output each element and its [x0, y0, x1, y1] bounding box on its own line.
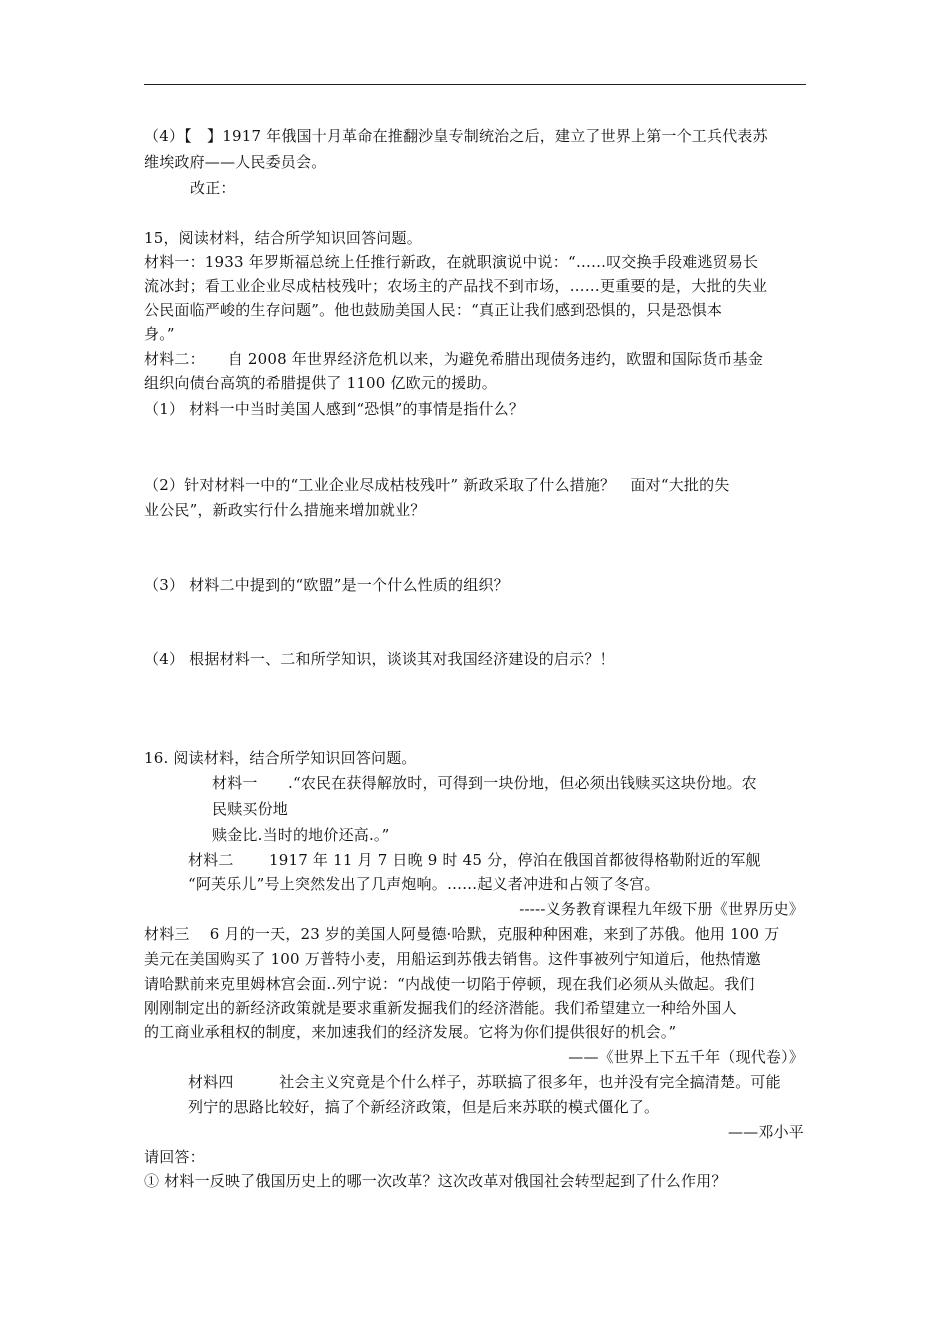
q16-question1: ① 材料一反映了俄国历史上的哪一次改革？这次改革对俄国社会转型起到了什么作用？ [144, 1172, 727, 1190]
q15-question4: （4） 根据材料一、二和所学知识，谈谈其对我国经济建设的启示？！ [144, 650, 615, 668]
q16-material1-line: 民赎买份地 [212, 800, 289, 818]
q16-material3-line: 刚刚制定出的新经济政策就是要求重新发掘我们的经济潜能。我们希望建立一种给外国人 [144, 999, 737, 1017]
q14-4-correction: 改正： [190, 179, 236, 197]
q15-material1-line: 公民面临严峻的生存问题”。他也鼓励美国人民：“真正让我们感到恐惧的，只是恐惧本 [144, 301, 723, 319]
q16-material2-line: 材料二 1917 年 11 月 7 日晚 9 时 45 分，停泊在俄国首都彼得格勒附近的军舰 [188, 851, 761, 869]
q15-question1: （1） 材料一中当时美国人感到“恐惧”的事情是指什么？ [144, 400, 525, 418]
q15-material1-line: 身。” [144, 325, 175, 343]
q16-title: 16. 阅读材料，结合所学知识回答问题。 [144, 749, 417, 767]
q15-question2-line: 业公民”，新政实行什么措施来增加就业？ [144, 501, 426, 519]
q16-prompt: 请回答： [144, 1148, 205, 1166]
q16-material3-line: 的工商业承租权的制度，来加速我们的经济发展。它将为你们提供很好的机会。” [144, 1023, 677, 1041]
q15-material2-line: 组织向债台高筑的希腊提供了 1100 亿欧元的援助。 [144, 374, 497, 392]
q16-material4-line: 列宁的思路比较好，搞了个新经济政策，但是后来苏联的模式僵化了。 [188, 1098, 660, 1116]
q15-material2-line: 材料二： 自 2008 年世界经济危机以来，为避免希腊出现债务违约，欧盟和国际货币基金 [144, 350, 764, 368]
q14-4-line2: 维埃政府——人民委员会。 [144, 153, 327, 171]
q15-material1-line: 材料一：1933 年罗斯福总统上任推行新政，在就职演说中说：“……叹交换手段难逃贸易长 [144, 253, 759, 271]
q16-material4-source: ——邓小平 [727, 1123, 804, 1141]
q15-material1-line: 流冰封；看工业企业尽成枯枝残叶；农场主的产品找不到市场，……更重要的是，大批的失业 [144, 277, 768, 295]
q16-material4-line: 材料四 社会主义究竟是个什么样子，苏联搞了很多年，也并没有完全搞清楚。可能 [188, 1073, 781, 1091]
q14-4-line1: （4）【 】1917 年俄国十月革命在推翻沙皇专制统治之后，建立了世界上第一个工兵代表苏 [144, 127, 768, 145]
q16-material3-line: 美元在美国购买了 100 万普特小麦，用船运到苏俄去销售。这件事被列宁知道后，他热情邀 [144, 950, 761, 968]
q15-question2-line: （2）针对材料一中的“工业企业尽成枯枝残叶” 新政采取了什么措施？ 面对“大批的失 [144, 476, 730, 494]
q16-material1-line: 材料一 .“农民在获得解放时，可得到一块份地，但必须出钱赎买这块份地。农 [212, 774, 757, 792]
q15-question3: （3） 材料二中提到的“欧盟”是一个什么性质的组织？ [144, 576, 509, 594]
q15-title: 15，阅读材料，结合所学知识回答问题。 [144, 229, 422, 247]
q16-material3-line: 请哈默前来克里姆林宫会面..列宁说：“内战使一切陷于停顿，现在我们必须从头做起。我们 [144, 975, 755, 993]
q16-material2-source: -----义务教育课程九年级下册《世界历史》 [519, 900, 804, 918]
q16-material1-line: 赎金比.当时的地价还高.。” [212, 826, 390, 844]
q16-material2-line: “阿芙乐儿”号上突然发出了几声炮响。……起义者冲进和占领了冬宫。 [188, 875, 660, 893]
q16-material3-line: 材料三 6 月的一天，23 岁的美国人阿曼德·哈默，克服种种困难，来到了苏俄。他用 100 万 [144, 925, 780, 943]
q16-material3-source: ——《世界上下五千年（现代卷）》 [568, 1048, 804, 1066]
header-rule [144, 84, 806, 85]
